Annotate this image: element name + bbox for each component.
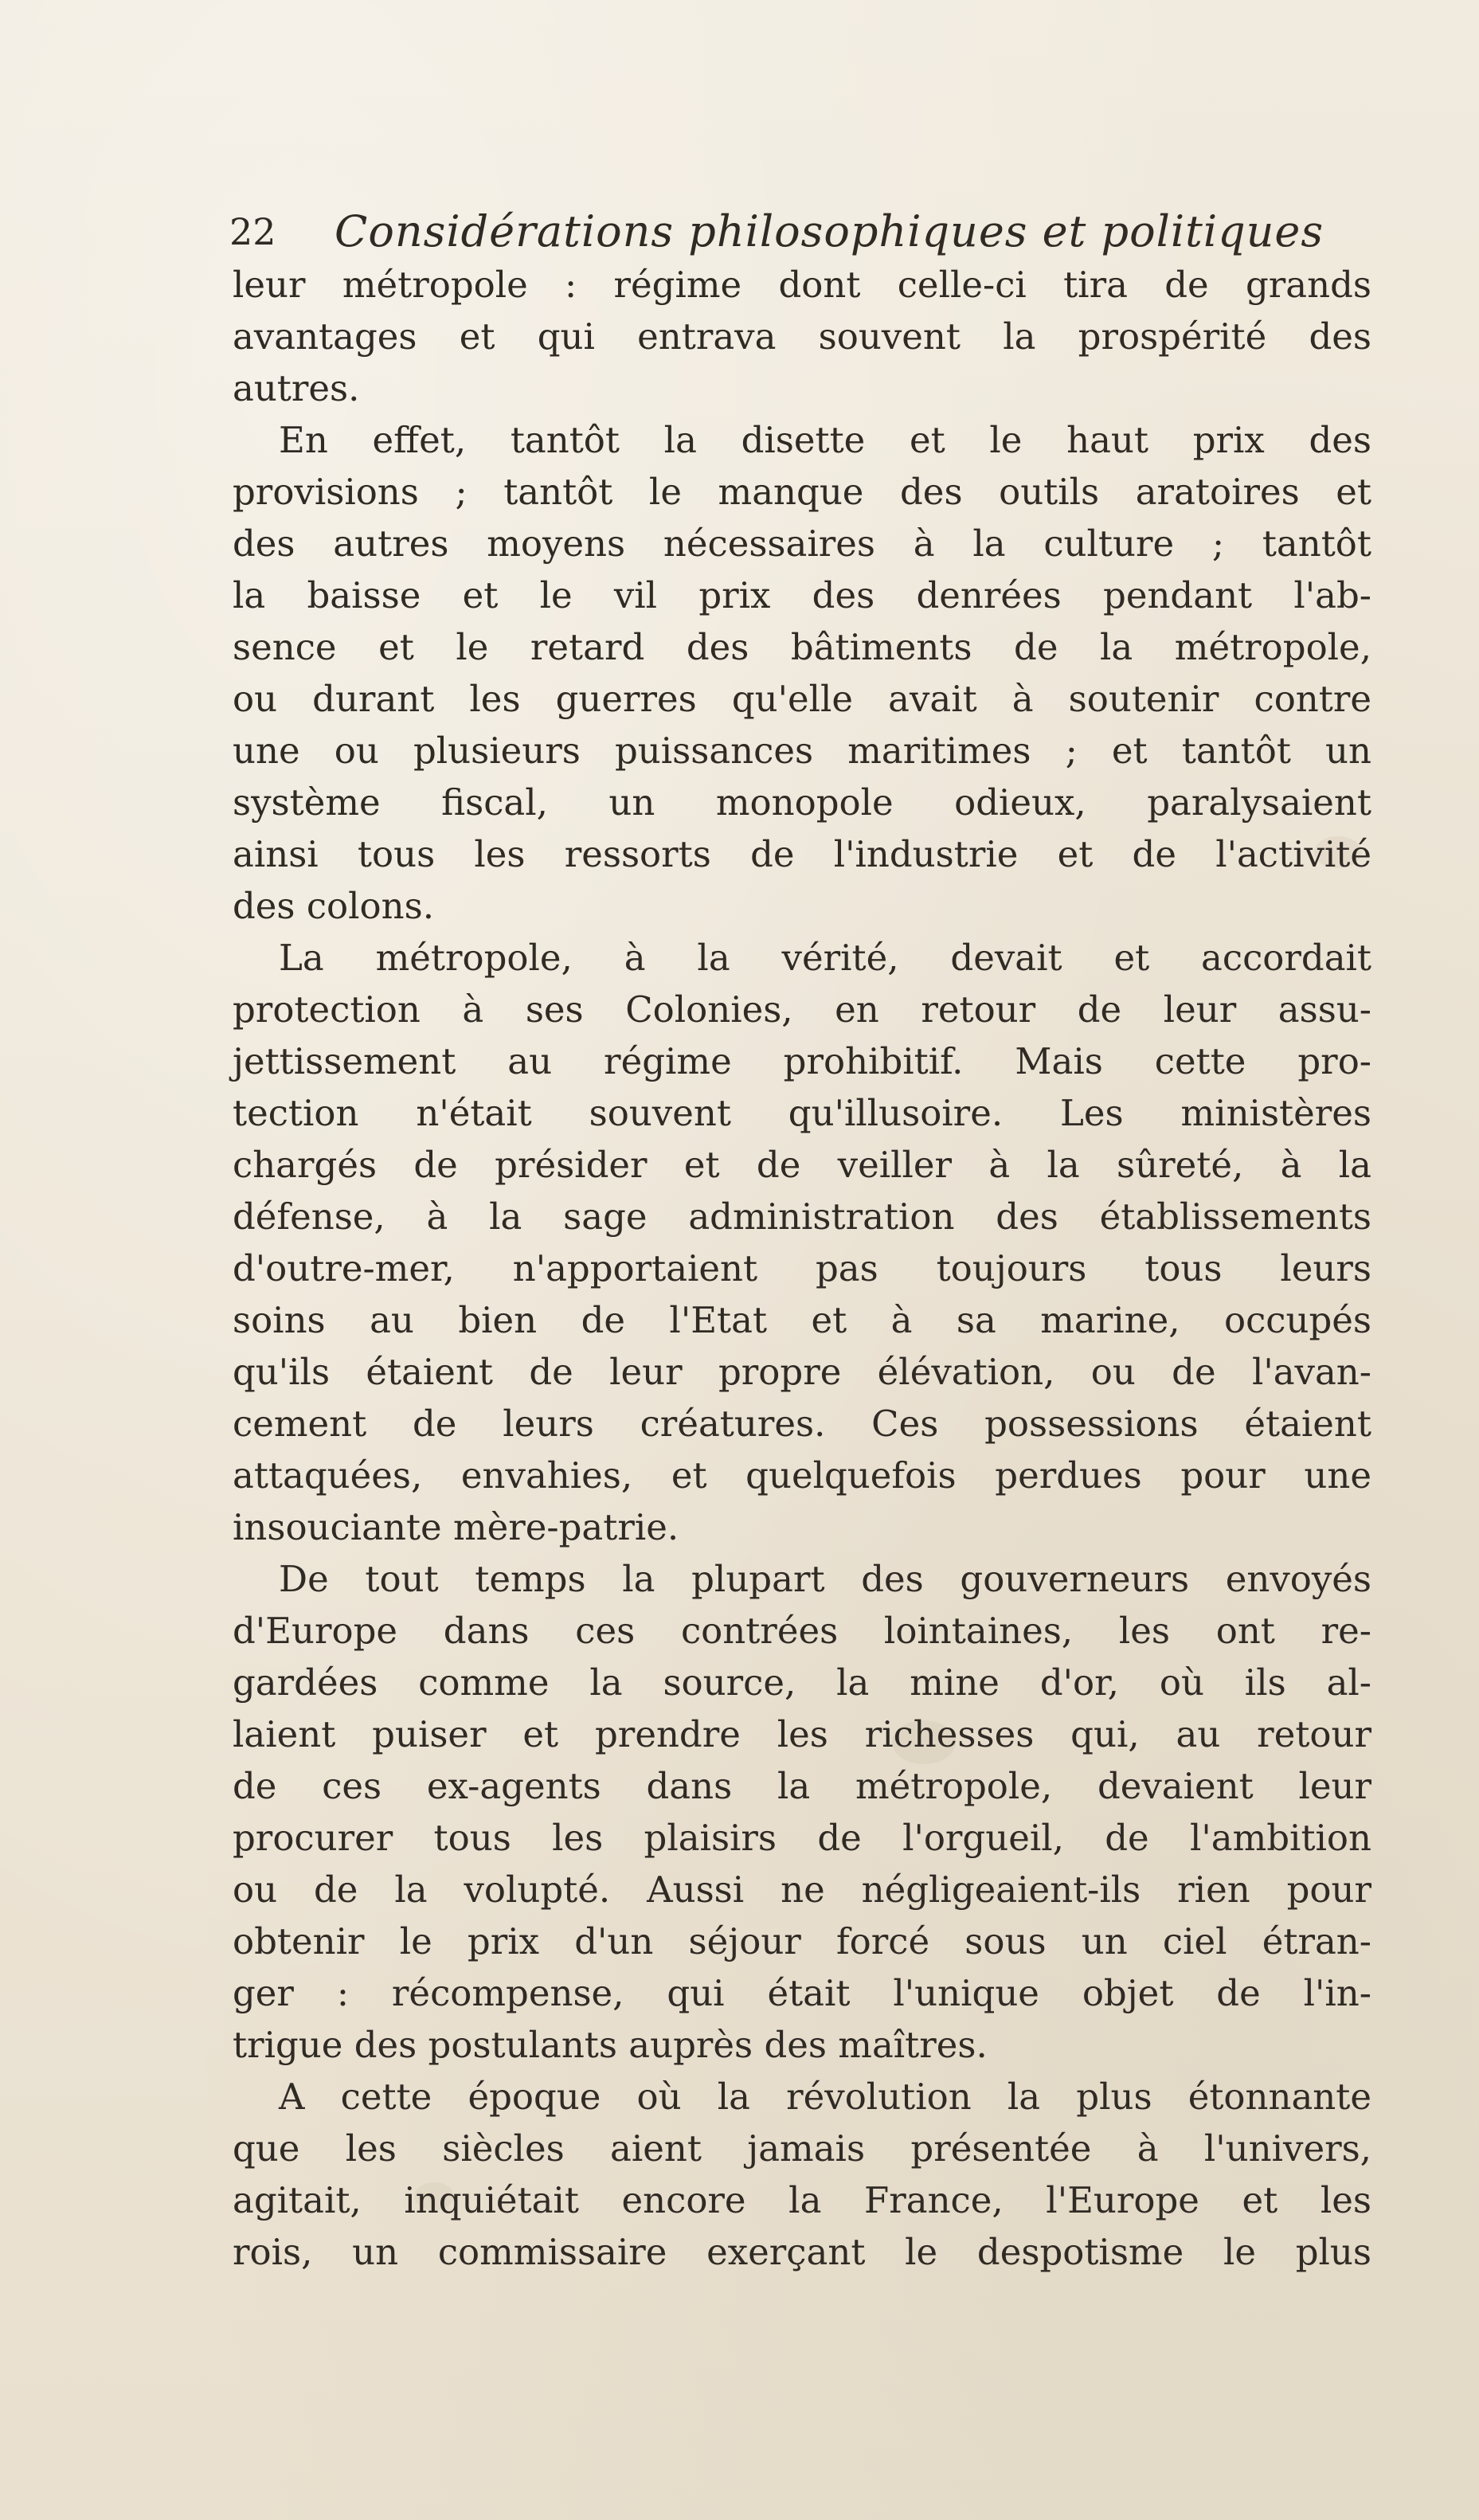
page-number: 22: [229, 210, 276, 253]
running-title: Considérations philosophiques et politiques: [335, 206, 1324, 256]
text-line: avantages et qui entrava souvent la prospérité des: [233, 315, 1371, 358]
text-line: La métropole, à la vérité, devait et accordait: [279, 937, 1371, 979]
text-line: que les siècles aient jamais présentée à l'univers,: [233, 2127, 1371, 2170]
text-line: provisions ; tantôt le manque des outils aratoires et: [233, 471, 1371, 513]
text-line: trigue des postulants auprès des maîtres.: [233, 2024, 988, 2066]
text-line: chargés de présider et de veiller à la sûreté, à la: [233, 1144, 1371, 1186]
paragraph: [233, 259, 1371, 414]
text-line: rois, un commissaire exerçant le despotisme le plus: [233, 2231, 1371, 2273]
text-line: ger : récompense, qui était l'unique objet de l'in-: [233, 1972, 1371, 2014]
text-line: d'outre-mer, n'apportaient pas toujours tous leurs: [233, 1247, 1371, 1289]
text-line: protection à ses Colonies, en retour de leur assu-: [233, 988, 1371, 1031]
text-line: soins au bien de l'Etat et à sa marine, occupés: [233, 1299, 1371, 1341]
text-line: ou durant les guerres qu'elle avait à soutenir contre: [233, 678, 1371, 720]
text-line: laient puiser et prendre les richesses qui, au retour: [233, 1713, 1371, 1755]
text-line: autres.: [233, 367, 360, 409]
text-line: sence et le retard des bâtiments de la métropole,: [233, 626, 1371, 668]
text-line: A cette époque où la révolution la plus étonnante: [279, 2076, 1371, 2118]
text-line: procurer tous les plaisirs de l'orgueil, de l'ambition: [233, 1817, 1371, 1859]
text-line: cement de leurs créatures. Ces possessions étaient: [233, 1403, 1371, 1445]
text-line: jettissement au régime prohibitif. Mais cette pro-: [233, 1040, 1371, 1082]
text-line: agitait, inquiétait encore la France, l'Europe et les: [233, 2179, 1371, 2221]
text-line: qu'ils étaient de leur propre élévation, ou de l'avan-: [233, 1351, 1371, 1393]
text-line: la baisse et le vil prix des denrées pendant l'ab-: [233, 574, 1371, 616]
page-header: [229, 205, 1328, 258]
text-line: système fiscal, un monopole odieux, paralysaient: [233, 781, 1371, 824]
text-line: insouciante mère-patrie.: [233, 1506, 679, 1548]
text-line: des colons.: [233, 885, 434, 927]
paragraph: [233, 414, 1371, 932]
text-line: une ou plusieurs puissances maritimes ; et tantôt un: [233, 730, 1371, 772]
paragraph: [233, 1553, 1371, 2071]
text-line: de ces ex-agents dans la métropole, devaient leur: [233, 1765, 1371, 1807]
text-line: De tout temps la plupart des gouverneurs envoyés: [279, 1558, 1371, 1600]
text-line: ainsi tous les ressorts de l'industrie et de l'activité: [233, 833, 1371, 875]
text-line: tection n'était souvent qu'illusoire. Les ministères: [233, 1092, 1371, 1134]
paragraph: [233, 2071, 1371, 2278]
paragraph: [233, 932, 1371, 1553]
text-line: d'Europe dans ces contrées lointaines, les ont re-: [233, 1610, 1371, 1652]
text-line: défense, à la sage administration des établissements: [233, 1195, 1371, 1238]
text-line: gardées comme la source, la mine d'or, où ils al-: [233, 1661, 1371, 1704]
text-line: ou de la volupté. Aussi ne négligeaient-ils rien pour: [233, 1868, 1371, 1911]
body-text: [233, 259, 1371, 2278]
text-line: En effet, tantôt la disette et le haut prix des: [279, 419, 1371, 461]
text-line: obtenir le prix d'un séjour forcé sous un ciel étran-: [233, 1920, 1371, 1962]
text-line: attaquées, envahies, et quelquefois perdues pour une: [233, 1454, 1371, 1497]
text-line: des autres moyens nécessaires à la culture ; tantôt: [233, 522, 1371, 565]
text-line: leur métropole : régime dont celle-ci tira de grands: [233, 264, 1371, 306]
